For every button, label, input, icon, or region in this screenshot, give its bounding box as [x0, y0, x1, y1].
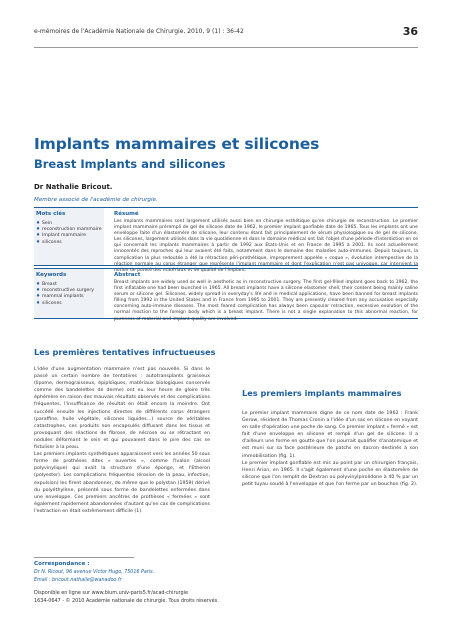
abstract-box [34, 268, 418, 322]
keywords-fr-list [36, 221, 102, 246]
body-paragraph: Le premier implant mammaire digne de ce nom date de 1962 : Frank Gerow, résident de Thomas Cronin a l'idée d'un sac en silicone en voyant en salle d'opération une poche de sang. Ce premier implant « fermé » est fait d'une enveloppe en silicone et rempli d'un gel de silicone. Il a d'ailleurs une forme en goutte que l'on pourrait qualifier d'anatomique et est muni sur sa face postérieure de patchs en dacron destinés à son immobilisation (fig. 1). [242, 411, 418, 459]
abstract-text: Breast implants are widely used as well in aesthetic as in reconstructive surgery. The first gel-filled implant goes back to 1962, the first inflatable one had been launched in 1965. All breast implants have a silicone elastomer shell, their content being mainly saline serum or silicone gel. Silicones, widely spread in everyday's life and in medical applications, have been banned for breast implants filling from 1992 in the United States and in France from 1995 to 2001. They are presently cleared from any accusation especially concerning auto-immune diseases. The most feared complication has always been capsular retraction, excessive evolution of the normal reaction to the foreign body which is a breast implant. There is not a single explanation to this abnormal reaction, for pureness of material and implant quality are involved. [114, 280, 418, 322]
header-rule [34, 47, 418, 48]
body-column-left [34, 366, 210, 515]
page-number: 36 [402, 25, 418, 38]
resume-box [34, 207, 418, 273]
body-paragraph: L'idée d'une augmentation mammaire n'est pas nouvelle. Si dans le passé un certain nombre de tentatives : autotransplants graisseux (lipome, dermograisseux, épiploïques, matériaux biologiques conservés comme des bandelettes de derme) ont eu leur heure de gloire très éphémère en raison des mauvais résultats observés et des complications fréquentes, l'insuffisance de résultat en était encore la moindre. Ont succédé ensuite les injections directes de différents corps étrangers (paraffine, huile végétale, silicones liquides…) source de véritables catastrophes, ces produits non encapsulés diffusant dans les tissus et provoquant des réactions de fibrose, de nécrose ou se rétractant en nodules déformant le sein et qui pouvaient dans le pire des cas se fistuliser à la peau. [34, 367, 210, 451]
keyword-item: ♦ silicones [36, 240, 102, 246]
keywords-en-list [36, 282, 102, 307]
author-name: Dr Nathalie Bricout. [34, 183, 113, 191]
author-affiliation: Membre associé de l'académie de chirurgie. [34, 197, 158, 203]
keyword-item: ♦ mammal implants [36, 294, 102, 300]
keyword-item: ♦ Breast [36, 282, 102, 288]
body-column-right [242, 410, 418, 488]
section-heading-first-attempts: Les premières tentatives infructueuses [34, 347, 216, 357]
keywords-fr-heading: Mots clés [36, 211, 66, 217]
abstract-panel [114, 269, 418, 322]
resume-text: Les implants mammaires sont largement utilisés aussi bien en chirurgie esthétique qu'en chirurgie de reconstruction. Le premier implant mammaire prérempli de gel de silicone date de 1962, le premier implant gonflable date de 1965. Tous les implants ont une enveloppe faite d'un élastomère de silicone, leur contenu étant fait principalement de sérum physiologique ou de gel de silicone. Les silicones, largement utilisés dans la vie quotidienne et dans le domaine médical ont fait l'objet d'une période d'interdiction en ce qui concernait les implants mammaires à partir de 1992 aux Etats-Unis et en France de 1995 à 2001. Ils sont actuellement innocentés des reproches qui leur avaient été faits, notamment dans le domaine des maladies auto-immunes. Depuis toujours, la complication la plus redoutée a été la rétraction péri-prothétique, improprement appelée « coque », évolution intempestive de la réaction normale au corps étranger que représente l'implant mammaire et dont l'explication n'est pas univoque, car intervient la notion de pureté des matériaux et de qualité de l'implant. [114, 219, 418, 273]
correspondence-heading: Correspondance : [34, 561, 90, 567]
correspondence-address: Dr N. Ricout, 96 avenue Victor Hugo, 75016 Paris. [34, 570, 155, 575]
correspondence-rule [34, 557, 134, 558]
keyword-item: ♦ Sein [36, 221, 102, 227]
keyword-item: ♦ silicones [36, 301, 102, 307]
availability-line: Disponible en ligne sur www.bium.univ-paris5.fr/acad-chirurgie [34, 590, 188, 596]
keyword-item: ♦ Implant mammaire [36, 233, 102, 239]
correspondence-email[interactable]: Email : bricout.nathalie@wanadoo.fr [34, 578, 122, 583]
keyword-item: ♦ reconstructive surgery [36, 288, 102, 294]
running-header [34, 26, 418, 40]
section-heading-first-implants: Les premiers implants mammaires [242, 388, 402, 398]
article-title-en: Breast Implants and silicones [34, 157, 226, 171]
keyword-item: ♦ reconstruction mammaire [36, 227, 102, 233]
copyright-line: 1634-0647 - © 2010 Académie nationale de chirurgie. Tous droits réservés. [34, 598, 219, 604]
keywords-en-heading: Keywords [36, 272, 67, 278]
resume-heading: Résumé [114, 211, 139, 217]
body-paragraph: Le premier implant gonflable est mis au point par un chirurgien français, Henri Arion, en 1965. Il s'agit également d'une poche en élastomère de silicone que l'on remplit de Dextran ou polyvinylpirolidone à 40 % par un petit tuyau soudé à l'enveloppe et que l'on ferme par un bouchon (fig. 2). [242, 460, 418, 487]
resume-panel [114, 208, 418, 273]
abstract-heading: Abstract [114, 272, 141, 278]
keywords-en-panel [34, 269, 104, 318]
body-paragraph: Les premiers implants synthétiques apparaissent vers les années 50 sous forme de prothèses dites « ouvertes », comme l'Ivalon (alcool polyvinylique) qui avait la structure d'une éponge, et l'Etheron (polyester). Les complications fréquentes (érosion de la peau, infection, expulsion) les firent abandonner, de même que le polystan (1959) dérivé du polyéthylène, présenté sous forme de bandelettes enfermées dans une enveloppe. Ces premiers ancêtres de prothèses « fermées » sont également rapidement abandonnées d'autant qu'en cas de complications l'extraction en était extrêmement difficile (1). [34, 452, 210, 514]
journal-citation: e-mémoires de l'Académie Nationale de Chirurgie, 2010, 9 (1) : 36-42 [34, 28, 244, 35]
article-title-fr: Implants mammaires et silicones [34, 135, 320, 153]
keywords-fr-panel [34, 208, 104, 265]
